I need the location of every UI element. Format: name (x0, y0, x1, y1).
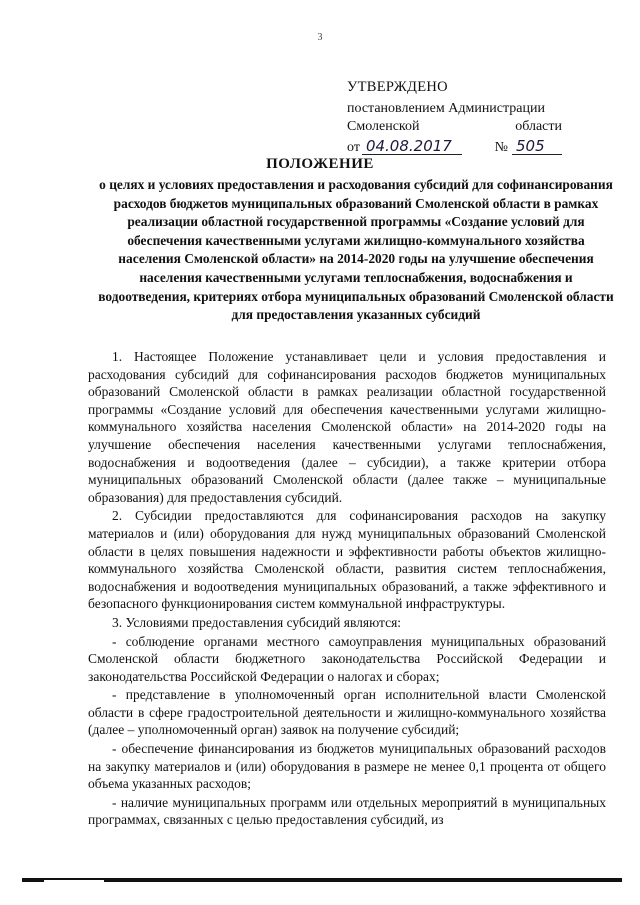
approval-region: Смоленской (347, 119, 420, 134)
approval-region-suffix: области (515, 119, 562, 134)
handwritten-date: 04.08.2017 (362, 138, 462, 155)
paragraph-1: 1. Настоящее Положение устанавливает цели и условия предоставления и расходования субсидий для софинансирования расходов бюджетов муниципальных образований Смоленской области в рамках реализации областной государственной программы «Создание условий для обеспечения качественными услугами жилищно-коммунального хозяйства населения Смоленской области» на 2014-2020 годы на улучшение обеспечения населения качественными услугами теплоснабжения, водоснабжения и водоотведения (далее – субсидии), а также критерии отбора муниципальных образований Смоленской области (далее также – муниципальные образования) для предоставления субсидий. (88, 349, 606, 505)
approval-line2 (347, 118, 562, 136)
footer-rule-gap (44, 880, 104, 882)
paragraph-2: 2. Субсидии предоставляются для софинансирования расходов на закупку материалов и (или) оборудования для нужд муниципальных образований Смоленской области в целях повышения надежности и эффективности работы объектов жилищно-коммунального хозяйства Смоленской области, развития систем теплоснабжения, водоснабжения и водоотведения муниципальных образований, а также эффективного и безопасного функционирования систем коммунальной инфраструктуры. (88, 508, 606, 612)
handwritten-number: 505 (512, 138, 562, 155)
page-number: 3 (317, 32, 323, 43)
approval-line1: постановлением Администрации (347, 101, 545, 116)
list-item-3: - обеспечение финансирования из бюджетов муниципальных образований расходов на закупку материалов и (или) оборудования в размере не менее 0,1 процента от общего объема указанных расходов; (88, 741, 606, 792)
approval-title: УТВЕРЖДЕНО (347, 79, 448, 95)
document-subtitle: о целях и условиях предоставления и расходования субсидий для софинансирования расходов бюджетов муниципальных образований Смоленской области в рамках реализации областной государственной программы «Создание условий для обеспечения качественными услугами жилищно-коммунального хозяйства населения Смоленской области» на 2014-2020 годы на улучшение обеспечения населения качественными услугами теплоснабжения, водоснабжения и водоотведения, критериях отбора муниципальных образований Смоленской области для предоставления указанных субсидий (98, 177, 614, 323)
paragraph-3: 3. Условиями предоставления субсидий являются: (112, 614, 402, 630)
number-prefix: № (494, 140, 508, 155)
document-body (88, 348, 606, 829)
list-item-2: - представление в уполномоченный орган исполнительной власти Смоленской области в сфере градостроительной деятельности и жилищно-коммунального хозяйства (далее – уполномоченный орган) заявок на получение субсидий; (88, 687, 606, 738)
approval-block (347, 78, 562, 157)
approval-date-row (347, 138, 562, 157)
footer-rule (22, 878, 622, 882)
document-title: ПОЛОЖЕНИЕ (266, 156, 374, 172)
list-item-1: - соблюдение органами местного самоуправления муниципальных образований Смоленской области бюджетного законодательства Российской Федерации и законодательства Российской Федерации о налогах и сборах; (88, 633, 606, 684)
date-prefix: от (347, 140, 360, 155)
list-item-4: - наличие муниципальных программ или отдельных мероприятий в муниципальных программах, связанных с целью предоставления субсидий, из (88, 794, 606, 828)
